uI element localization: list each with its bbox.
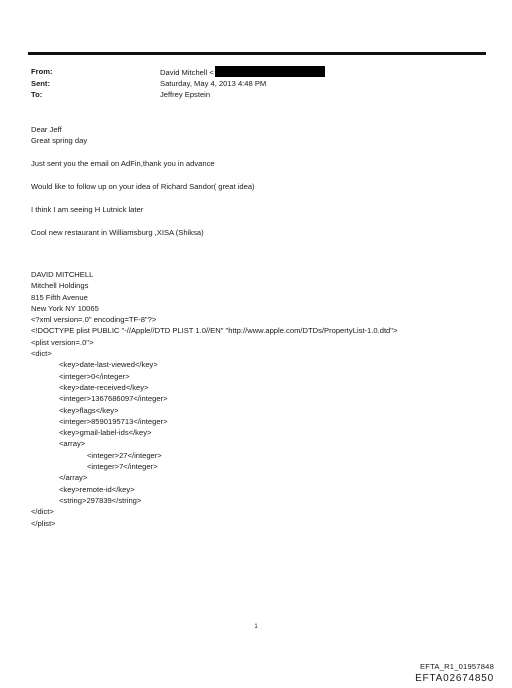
plist-line: <key>gmail-label-ids</key> xyxy=(59,428,152,438)
plist-line: <key>remote-id</key> xyxy=(59,484,135,494)
to-value: Jeffrey Epstein xyxy=(160,90,211,99)
plist-line: </dict> xyxy=(31,507,54,517)
message-line: Great spring day xyxy=(31,136,88,146)
plist-line: <key>date-last-viewed</key> xyxy=(59,360,158,370)
message-line: Would like to follow up on your idea of Richard Sandor( great idea) xyxy=(31,182,255,191)
sent-value: Saturday, May 4, 2013 4:48 PM xyxy=(160,78,267,88)
bates-stamp-small: EFTA_R1_01957848 xyxy=(420,662,494,671)
plist-line: <key>date-received</key> xyxy=(59,382,149,392)
header-rule xyxy=(28,52,486,55)
plist-line: <integer>0</integer> xyxy=(59,371,130,381)
signature-block xyxy=(31,269,397,529)
signature-company: Mitchell Holdings xyxy=(31,281,89,291)
plist-line: </plist> xyxy=(31,518,56,528)
message-line: Cool new restaurant in Williamsburg ,XISA (Shiksa) xyxy=(31,227,204,237)
from-label: From: xyxy=(31,67,53,76)
plist-line: <key>flags</key> xyxy=(59,405,119,415)
plist-line: <dict> xyxy=(31,349,52,359)
message-body xyxy=(31,124,481,238)
message-line: Just sent you the email on AdFin,thank you in advance xyxy=(31,159,215,169)
bates-stamp-large: EFTA02674850 xyxy=(415,673,494,684)
plist-line: <integer>7</integer> xyxy=(87,462,158,472)
greeting: Dear Jeff xyxy=(31,125,62,134)
plist-line: <?xml version=.0" encoding=TF-8"?> xyxy=(31,315,157,325)
to-label: To: xyxy=(31,90,43,99)
plist-line: <array> xyxy=(59,439,86,449)
plist-line: <string>297839</string> xyxy=(59,495,142,505)
plist-line: <integer>1367686097</integer> xyxy=(59,394,168,404)
plist-line: <!DOCTYPE plist PUBLIC "-//Apple//DTD PLIST 1.0//EN" "http://www.apple.com/DTDs/PropertyList-1.0.dtd"> xyxy=(31,326,398,336)
plist-line: </array> xyxy=(59,473,88,483)
sent-label: Sent: xyxy=(31,78,50,88)
message-line: I think I am seeing H Lutnick later xyxy=(31,204,144,214)
plist-line: <integer>27</integer> xyxy=(87,450,162,460)
from-name: David Mitchell < xyxy=(160,68,214,77)
plist-line: <integer>8590195713</integer> xyxy=(59,416,168,426)
page-number: 1 xyxy=(254,624,258,630)
signature-name: DAVID MITCHELL xyxy=(31,270,94,279)
redaction-box xyxy=(215,66,325,77)
signature-address: 815 Fifth Avenue xyxy=(31,292,88,302)
signature-address: New York NY 10065 xyxy=(31,303,99,313)
plist-line: <plist version=.0"> xyxy=(31,337,94,347)
